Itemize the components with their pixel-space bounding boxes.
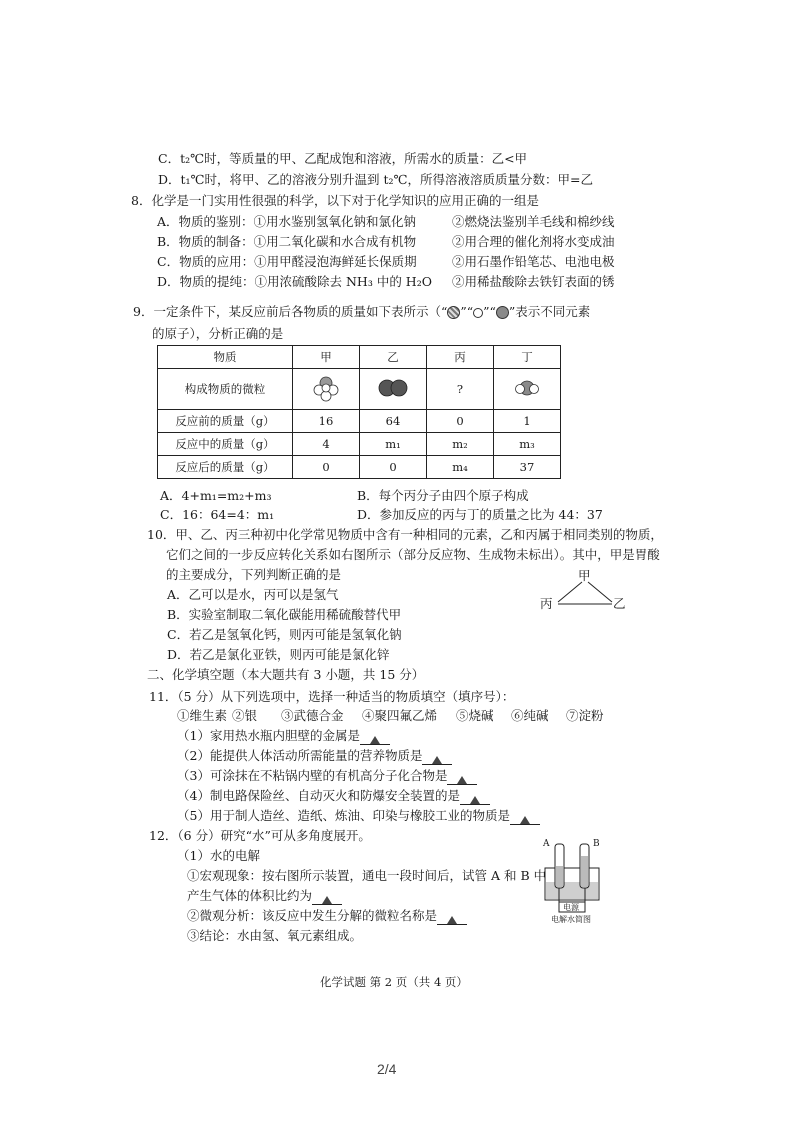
answer-blank[interactable] [447,771,477,785]
triangle-mark-icon [470,796,480,804]
q7-option-c: C．t₂℃时，等质量的甲、乙配成饱和溶液，所需水的质量：乙<甲 [158,151,528,166]
q10-stem-line1: 10．甲、乙、丙三种初中化学常见物质中含有一种相同的元素，乙和丙属于相同类别的物质， [147,527,663,542]
table-row-label: 构成物质的微粒 [158,369,293,410]
answer-blank[interactable] [460,791,490,805]
triangle-mark-icon [432,756,442,764]
table-cell: m₃ [494,433,561,456]
q10-option-a: A．乙可以是水，丙可以是氢气 [167,587,339,602]
table-row [158,456,561,479]
q12-line3 [187,908,467,925]
answer-blank[interactable] [510,811,540,825]
table-cell: 反应中的质量（g） [158,433,293,456]
q9-stem-part-b: ”“ [460,304,474,319]
q11-item-3 [177,768,477,785]
q12-line4: ③结论：水由氢、氧元素组成。 [187,928,363,943]
q8-option-b-left: B．物质的制备：①用二氧化碳和水合成有机物 [157,234,417,249]
q12-sub1: （1）水的电解 [177,848,260,863]
page-indicator: 2/4 [377,1061,397,1077]
white-atom-icon [473,308,483,318]
table-cell: 1 [494,410,561,433]
triangle-mark-icon [457,776,467,784]
q9-stem-part-c: ”“ [483,304,496,319]
table-header-cell: 物质 [158,346,293,369]
q9-option-b: B．每个丙分子由四个原子构成 [357,488,529,503]
q11-choice: ③武德合金 [281,708,344,723]
table-cell: 0 [293,456,360,479]
q11-item-text: （1）家用热水瓶内胆壁的金属是 [177,728,360,743]
table-header-cell: 乙 [360,346,427,369]
section-two-heading: 二、化学填空题（本大题共有 3 小题，共 15 分） [147,667,425,682]
table-cell: 反应前的质量（g） [158,410,293,433]
q12-line2-text: 产生气体的体积比约为 [187,888,313,903]
q11-item-2 [177,748,452,765]
page-footer: 化学试题 第 2 页（共 4 页） [320,975,468,989]
table-cell: m₁ [360,433,427,456]
table-cell: m₂ [427,433,494,456]
fig-power-label: 电源 [563,903,579,912]
q8-option-c-right: ②用石墨作铅笔芯、电池电极 [452,254,615,269]
diagram-node-bing: 丙 [540,596,553,611]
answer-blank[interactable] [437,911,467,925]
q11-choice: ④聚四氟乙烯 [362,708,438,723]
table-row-particles [158,369,561,410]
table-header-cell: 丙 [427,346,494,369]
triangle-mark-icon [370,736,380,744]
q8-option-b-right: ②用合理的催化剂将水变成油 [452,234,615,249]
table-header-cell: 甲 [293,346,360,369]
q11-item-text: （2）能提供人体活动所需能量的营养物质是 [177,748,423,763]
q8-stem: 8．化学是一门实用性很强的科学，以下对于化学知识的应用正确的一组是 [131,193,539,208]
q9-stem-part-d: ”表示不同元素 [508,304,591,319]
q12-line1: ①宏观现象：按右图所示装置，通电一段时间后，试管 A 和 B 中 [187,868,547,883]
q11-item-1 [177,728,390,745]
q9-option-d: D．参加反应的丙与丁的质量之比为 44：37 [357,507,603,522]
table-cell: 64 [360,410,427,433]
fig-caption: 电解水简图 [551,915,591,924]
q10-option-d: D．若乙是氯化亚铁，则丙可能是氯化锌 [167,647,390,662]
triangle-mark-icon [322,896,332,904]
q7-option-d: D．t₁℃时，将甲、乙的溶液分别升温到 t₂℃，所得溶液溶质质量分数：甲=乙 [158,172,594,187]
table-cell: 反应后的质量（g） [158,456,293,479]
q11-stem: 11．（5 分）从下列选项中，选择一种适当的物质填空（填序号）： [149,689,515,704]
answer-blank[interactable] [422,751,452,765]
particle-bing-unknown: ? [427,369,494,410]
fig-label-b: B [593,839,600,849]
q8-option-d-left: D．物质的提纯：①用浓硫酸除去 NH₃ 中的 H₂O [157,274,432,289]
q9-stem-line1 [133,304,590,320]
answer-blank[interactable] [360,731,390,745]
q10-option-b: B．实验室制取二氧化碳能用稀硫酸替代甲 [167,607,402,622]
q12-line2 [187,888,342,905]
q9-stem-line2: 的原子），分析正确的是 [152,326,284,341]
table-cell: 16 [293,410,360,433]
electrolysis-figure [537,838,607,928]
q11-choice: ①维生素 [177,708,228,723]
q11-item-5 [177,808,540,825]
gray-atom-icon [496,306,509,319]
table-cell: 4 [293,433,360,456]
triangle-mark-icon [447,916,457,924]
table-cell: 0 [360,456,427,479]
table-cell: m₄ [427,456,494,479]
q8-option-a-left: A．物质的鉴别：①用水鉴别氢氧化钠和氯化钠 [157,214,417,229]
q10-stem-line3: 的主要成分，下列判断正确的是 [166,567,342,582]
q11-choice: ⑤烧碱 [456,708,494,723]
q9-option-c: C．16：64=4：m₁ [160,507,275,522]
diagram-node-yi: 乙 [613,596,626,611]
q8-option-c-left: C．物质的应用：①用甲醛浸泡海鲜延长保质期 [157,254,417,269]
q11-choice: ⑥纯碱 [511,708,549,723]
triangle-mark-icon [520,816,530,824]
q10-transform-diagram [540,570,630,612]
particle-yi-icon [360,369,427,410]
table-cell: 37 [494,456,561,479]
table-row [158,410,561,433]
diagram-node-jia: 甲 [578,568,591,583]
q8-option-d-right: ②用稀盐酸除去铁钉表面的锈 [452,274,615,289]
q12-stem: 12．（6 分）研究“水”可从多角度展开。 [149,828,371,843]
table-cell: 0 [427,410,494,433]
table-header-row [158,346,561,369]
hatched-atom-icon [447,306,460,319]
table-row [158,433,561,456]
q9-option-a: A．4+m₁=m₂+m₃ [160,488,272,503]
particle-ding-icon [494,369,561,410]
q11-item-4 [177,788,490,805]
q10-stem-line2: 它们之间的一步反应转化关系如右图所示（部分反应物、生成物未标出）。其中，甲是胃酸 [166,547,660,562]
q12-line3-text: ②微观分析：该反应中发生分解的微粒名称是 [187,908,438,923]
q11-item-text: （4）制电路保险丝、自动灭火和防爆安全装置的是 [177,788,460,803]
q9-stem-part-a: 9．一定条件下，某反应前后各物质的质量如下表所示（“ [133,304,448,319]
q11-choice: ⑦淀粉 [566,708,604,723]
q11-item-text: （3）可涂抹在不粘锅内壁的有机高分子化合物是 [177,768,448,783]
particle-jia-icon [293,369,360,410]
fig-label-a: A [543,839,550,849]
q11-choice: ②银 [232,708,258,723]
q10-option-c: C．若乙是氢氧化钙，则丙可能是氢氧化钠 [167,627,402,642]
q11-item-text: （5）用于制人造丝、造纸、炼油、印染与橡胶工业的物质是 [177,808,510,823]
q9-mass-table [157,345,561,479]
q8-option-a-right: ②燃烧法鉴别羊毛线和棉纱线 [452,214,615,229]
table-header-cell: 丁 [494,346,561,369]
answer-blank[interactable] [312,891,342,905]
